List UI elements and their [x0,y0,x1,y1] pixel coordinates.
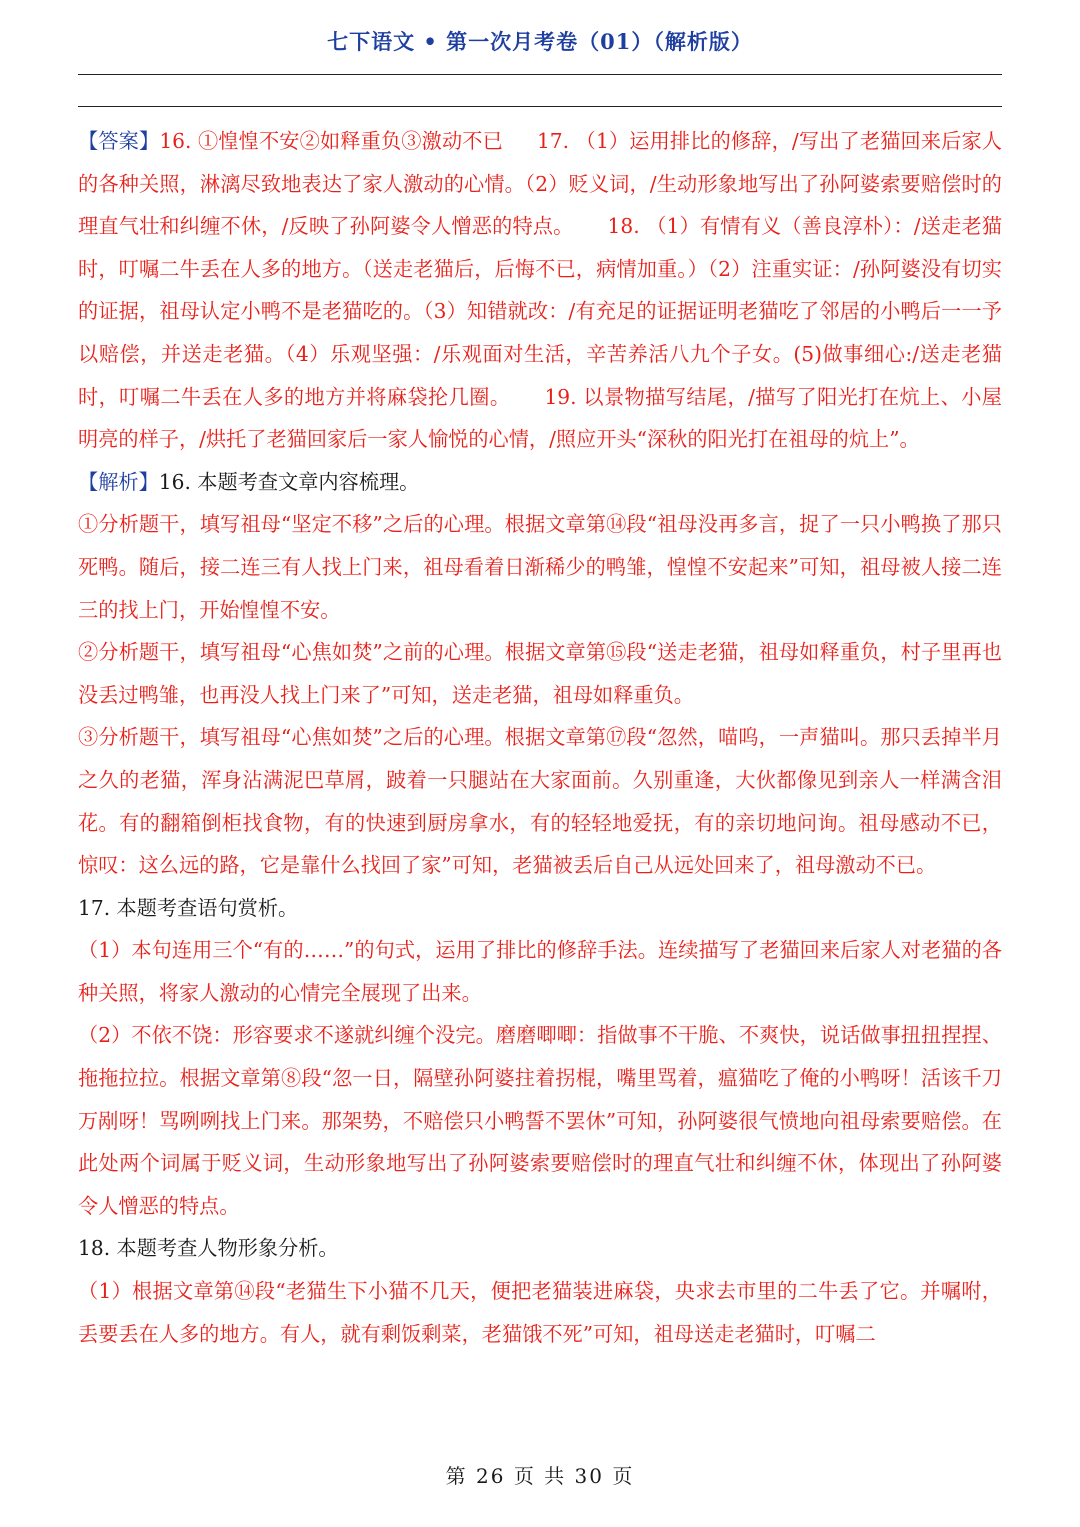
content-divider [78,106,1002,107]
document-body [78,120,1002,1355]
header-divider [78,74,1002,75]
analysis-q18-intro: 18. 本题考查人物形象分析。 [78,1236,339,1261]
answer-q19: 19. 以景物描写结尾，/描写了阳光打在炕上、小屋明亮的样子，/烘托了老猫回家后一家人愉悦的心情，/照应开头“深秋的阳光打在祖母的炕上”。 [78,384,1002,452]
analysis-q16-part1: ①分析题干，填写祖母“坚定不移”之后的心理。根据文章第⑭段“祖母没再多言，捉了一只小鸭换了那只死鸭。随后，接二连三有人找上门来，祖母看着日渐稀少的鸭雏，惶惶不安起来”可知，祖母被人接二连三的找上门，开始惶惶不安。 [78,512,1002,622]
analysis-tag: 【解析】 [78,469,159,494]
analysis-q17-part2: （2）不依不饶：形容要求不遂就纠缠个没完。磨磨唧唧：指做事不干脆、不爽快，说话做事扭扭捏捏、拖拖拉拉。根据文章第⑧段“忽一日，隔壁孙阿婆拄着拐棍，嘴里骂着，瘟猫吃了俺的小鸭呀！活该千刀万剐呀！骂咧咧找上门来。那架势，不赔偿只小鸭誓不罢休”可知，孙阿婆很气愤地向祖母索要赔偿。在此处两个词属于贬义词，生动形象地写出了孙阿婆索要赔偿时的理直气壮和纠缠不休，体现出了孙阿婆令人憎恶的特点。 [78,1023,1002,1218]
analysis-q17-intro: 17. 本题考查语句赏析。 [78,895,299,920]
answer-q17: 17. （1）运用排比的修辞，/写出了老猫回来后家人的各种关照，淋漓尽致地表达了家人激动的心情。（2）贬义词，/生动形象地写出了孙阿婆索要赔偿时的理直气壮和纠缠不休，/反映了孙阿婆令人憎恶的特点。 [78,129,1002,239]
page-number-footer: 第 26 页 共 30 页 [445,1464,635,1488]
analysis-q16-intro: 16. 本题考查文章内容梳理。 [158,469,420,494]
answer-q18: 18. （1）有情有义（善良淳朴）：/送走老猫时，叮嘱二牛丢在人多的地方。（送走老猫后，后悔不已，病情加重。）（2）注重实证：/孙阿婆没有切实的证据，祖母认定小鸭不是老猫吃的。（3）知错就改：/有充足的证据证明老猫吃了邻居的小鸭后一一予以赔偿，并送走老猫。（4）乐观坚强：/乐观面对生活，辛苦养活八九个子女。(5)做事细心:/送走老猫时，叮嘱二牛丢在人多的地方并将麻袋抡几圈。 [78,214,1002,409]
analysis-q16-part3: ③分析题干，填写祖母“心焦如焚”之后的心理。根据文章第⑰段“忽然，喵呜，一声猫叫。那只丢掉半月之久的老猫，浑身沾满泥巴草屑，跛着一只腿站在大家面前。久别重逢，大伙都像见到亲人一样满含泪花。有的翻箱倒柜找食物，有的快速到厨房拿水，有的轻轻地爱抚，有的亲切地问询。祖母感动不已，惊叹：这么远的路，它是靠什么找回了家”可知，老猫被丢后自己从远处回来了，祖母激动不已。 [78,725,1002,878]
answer-paragraph [78,120,1002,461]
analysis-q16-part2: ②分析题干，填写祖母“心焦如焚”之前的心理。根据文章第⑮段“送走老猫，祖母如释重负，村子里再也没丢过鸭雏，也再没人找上门来了”可知，送走老猫，祖母如释重负。 [78,640,1002,707]
analysis-q17-part1: （1）本句连用三个“有的……”的句式，运用了排比的修辞手法。连续描写了老猫回来后家人对老猫的各种关照，将家人激动的心情完全展现了出来。 [78,938,1002,1005]
answer-q16: 16. ①惶惶不安②如释重负③激动不已 [159,129,503,153]
answer-tag: 【答案】 [78,129,160,153]
page-header-title: 七下语文 • 第一次月考卷（01）（解析版） [327,29,753,54]
analysis-q18-part1: （1）根据文章第⑭段“老猫生下小猫不几天，便把老猫装进麻袋，央求去市里的二牛丢了它。并嘱咐，丢要丢在人多的地方。有人，就有剩饭剩菜，老猫饿不死”可知，祖母送走老猫时，叮嘱二 [78,1279,1002,1346]
analysis-heading [78,461,1002,504]
